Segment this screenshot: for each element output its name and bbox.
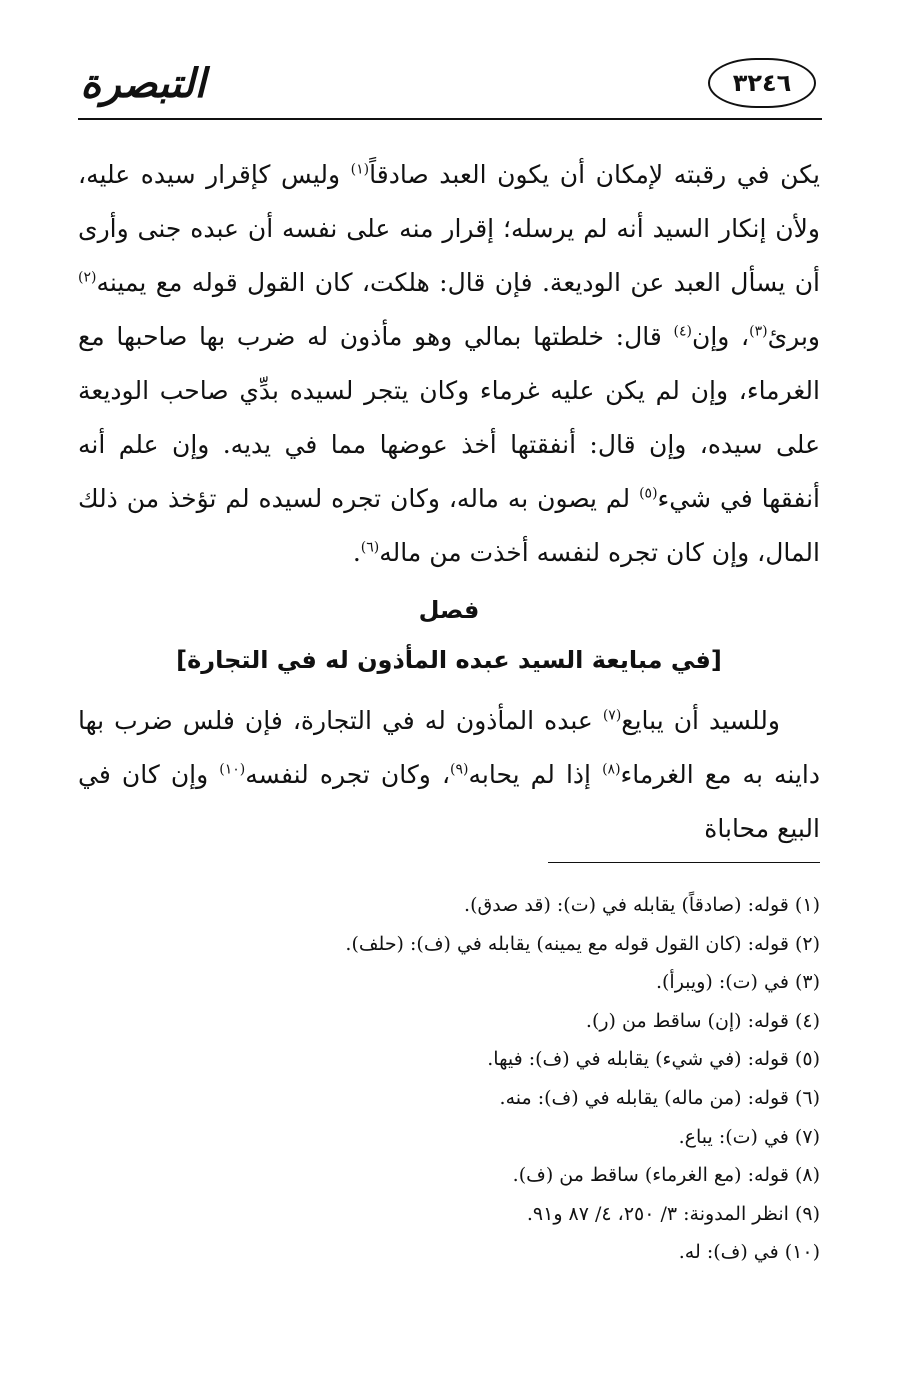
header-rule <box>78 118 822 120</box>
footnote-item: (٧) في (ت): يباع. <box>678 1125 820 1148</box>
page-number-badge <box>708 58 816 108</box>
footnotes-list <box>78 886 820 1272</box>
text-run: ، وإن <box>691 322 750 351</box>
text-run: لم يصون به ماله، وكان تجره لسيده لم تؤخذ من ذلك المال، وإن كان تجره لنفسه أخذت من ماله <box>78 484 820 567</box>
text-run: قال: خلطتها بمالي وهو مأذون له ضرب بها صاحبها مع الغرماء، وإن لم يكن عليه غرماء وكان يتجر لسيده بدِّي صاحب الوديعة على سيده، وإن قال: أنفقتها أخذ عوضها مما في يديه. وإن علم أنه أنفقها في شيء <box>78 322 820 513</box>
paragraph-2 <box>78 694 820 856</box>
footnote-item: (٨) قوله: (مع الغرماء) ساقط من (ف). <box>512 1164 820 1187</box>
footnote-ref-5: (٥) <box>639 485 658 502</box>
footnote-ref-7: (٧) <box>602 707 622 724</box>
footnote-item: (٩) انظر المدونة: ٣/ ٢٥٠، ٤/ ٨٧ و٩١. <box>526 1202 820 1225</box>
section-subtitle: [في مبايعة السيد عبده المأذون له في التجارة] <box>176 646 722 674</box>
footnote-ref-3: (٣) <box>749 323 768 340</box>
text-run: يكن في رقبته لإمكان أن يكون العبد صادقاً <box>369 160 820 189</box>
footnote-ref-6: (٦) <box>360 539 380 556</box>
footnote-divider <box>548 862 820 863</box>
paragraph-1 <box>78 148 820 580</box>
footnote-ref-2: (٢) <box>78 269 97 286</box>
footnote-item: (٣) في (ت): (ويبرأ). <box>655 971 820 994</box>
footnote-item: (٥) قوله: (في شيء) يقابله في (ف): فيها. <box>487 1048 820 1071</box>
footnote-ref-8: (٨) <box>602 761 621 778</box>
footnote-ref-9: (٩) <box>450 761 469 778</box>
footnote-ref-1: (١) <box>350 161 370 178</box>
footnote-item: (١٠) في (ف): له. <box>678 1241 820 1264</box>
footnote-item: (٢) قوله: (كان القول قوله مع يمينه) يقابله في (ف): (حلف). <box>345 932 820 955</box>
footnote-item: (٤) قوله: (إن) ساقط من (ر). <box>585 1009 820 1032</box>
text-run: وإن كان في البيع محاباة <box>78 760 820 843</box>
running-title: التبصرة <box>80 61 206 107</box>
section-title: فصل <box>418 596 480 624</box>
text-run: وللسيد أن يبايع <box>621 706 780 735</box>
page-number: ٣٢٤٦ <box>732 69 792 97</box>
page-header <box>78 52 822 122</box>
text-run: إذا لم يحابه <box>468 760 603 789</box>
text-run: وبرئ <box>767 322 820 351</box>
text-run: عبده المأذون له في التجارة، فإن فلس ضرب بها داينه به مع الغرماء <box>78 706 820 789</box>
main-text <box>78 148 820 856</box>
text-run: . <box>352 538 361 567</box>
text-run: ، وكان تجره لنفسه <box>245 760 451 789</box>
footnote-ref-4: (٤) <box>673 323 692 340</box>
footnote-item: (٦) قوله: (من ماله) يقابله في (ف): منه. <box>499 1086 820 1109</box>
text-run: وليس كإقرار سيده عليه، ولأن إنكار السيد أنه لم يرسله؛ إقرار منه على نفسه أن عبده جنى وأرى أن يسأل العبد عن الوديعة. فإن قال: هلكت، كان القول قوله مع يمينه <box>78 160 821 297</box>
footnote-ref-10: (١٠) <box>219 761 246 778</box>
footnote-item: (١) قوله: (صادقاً) يقابله في (ت): (قد صدق). <box>464 894 820 916</box>
